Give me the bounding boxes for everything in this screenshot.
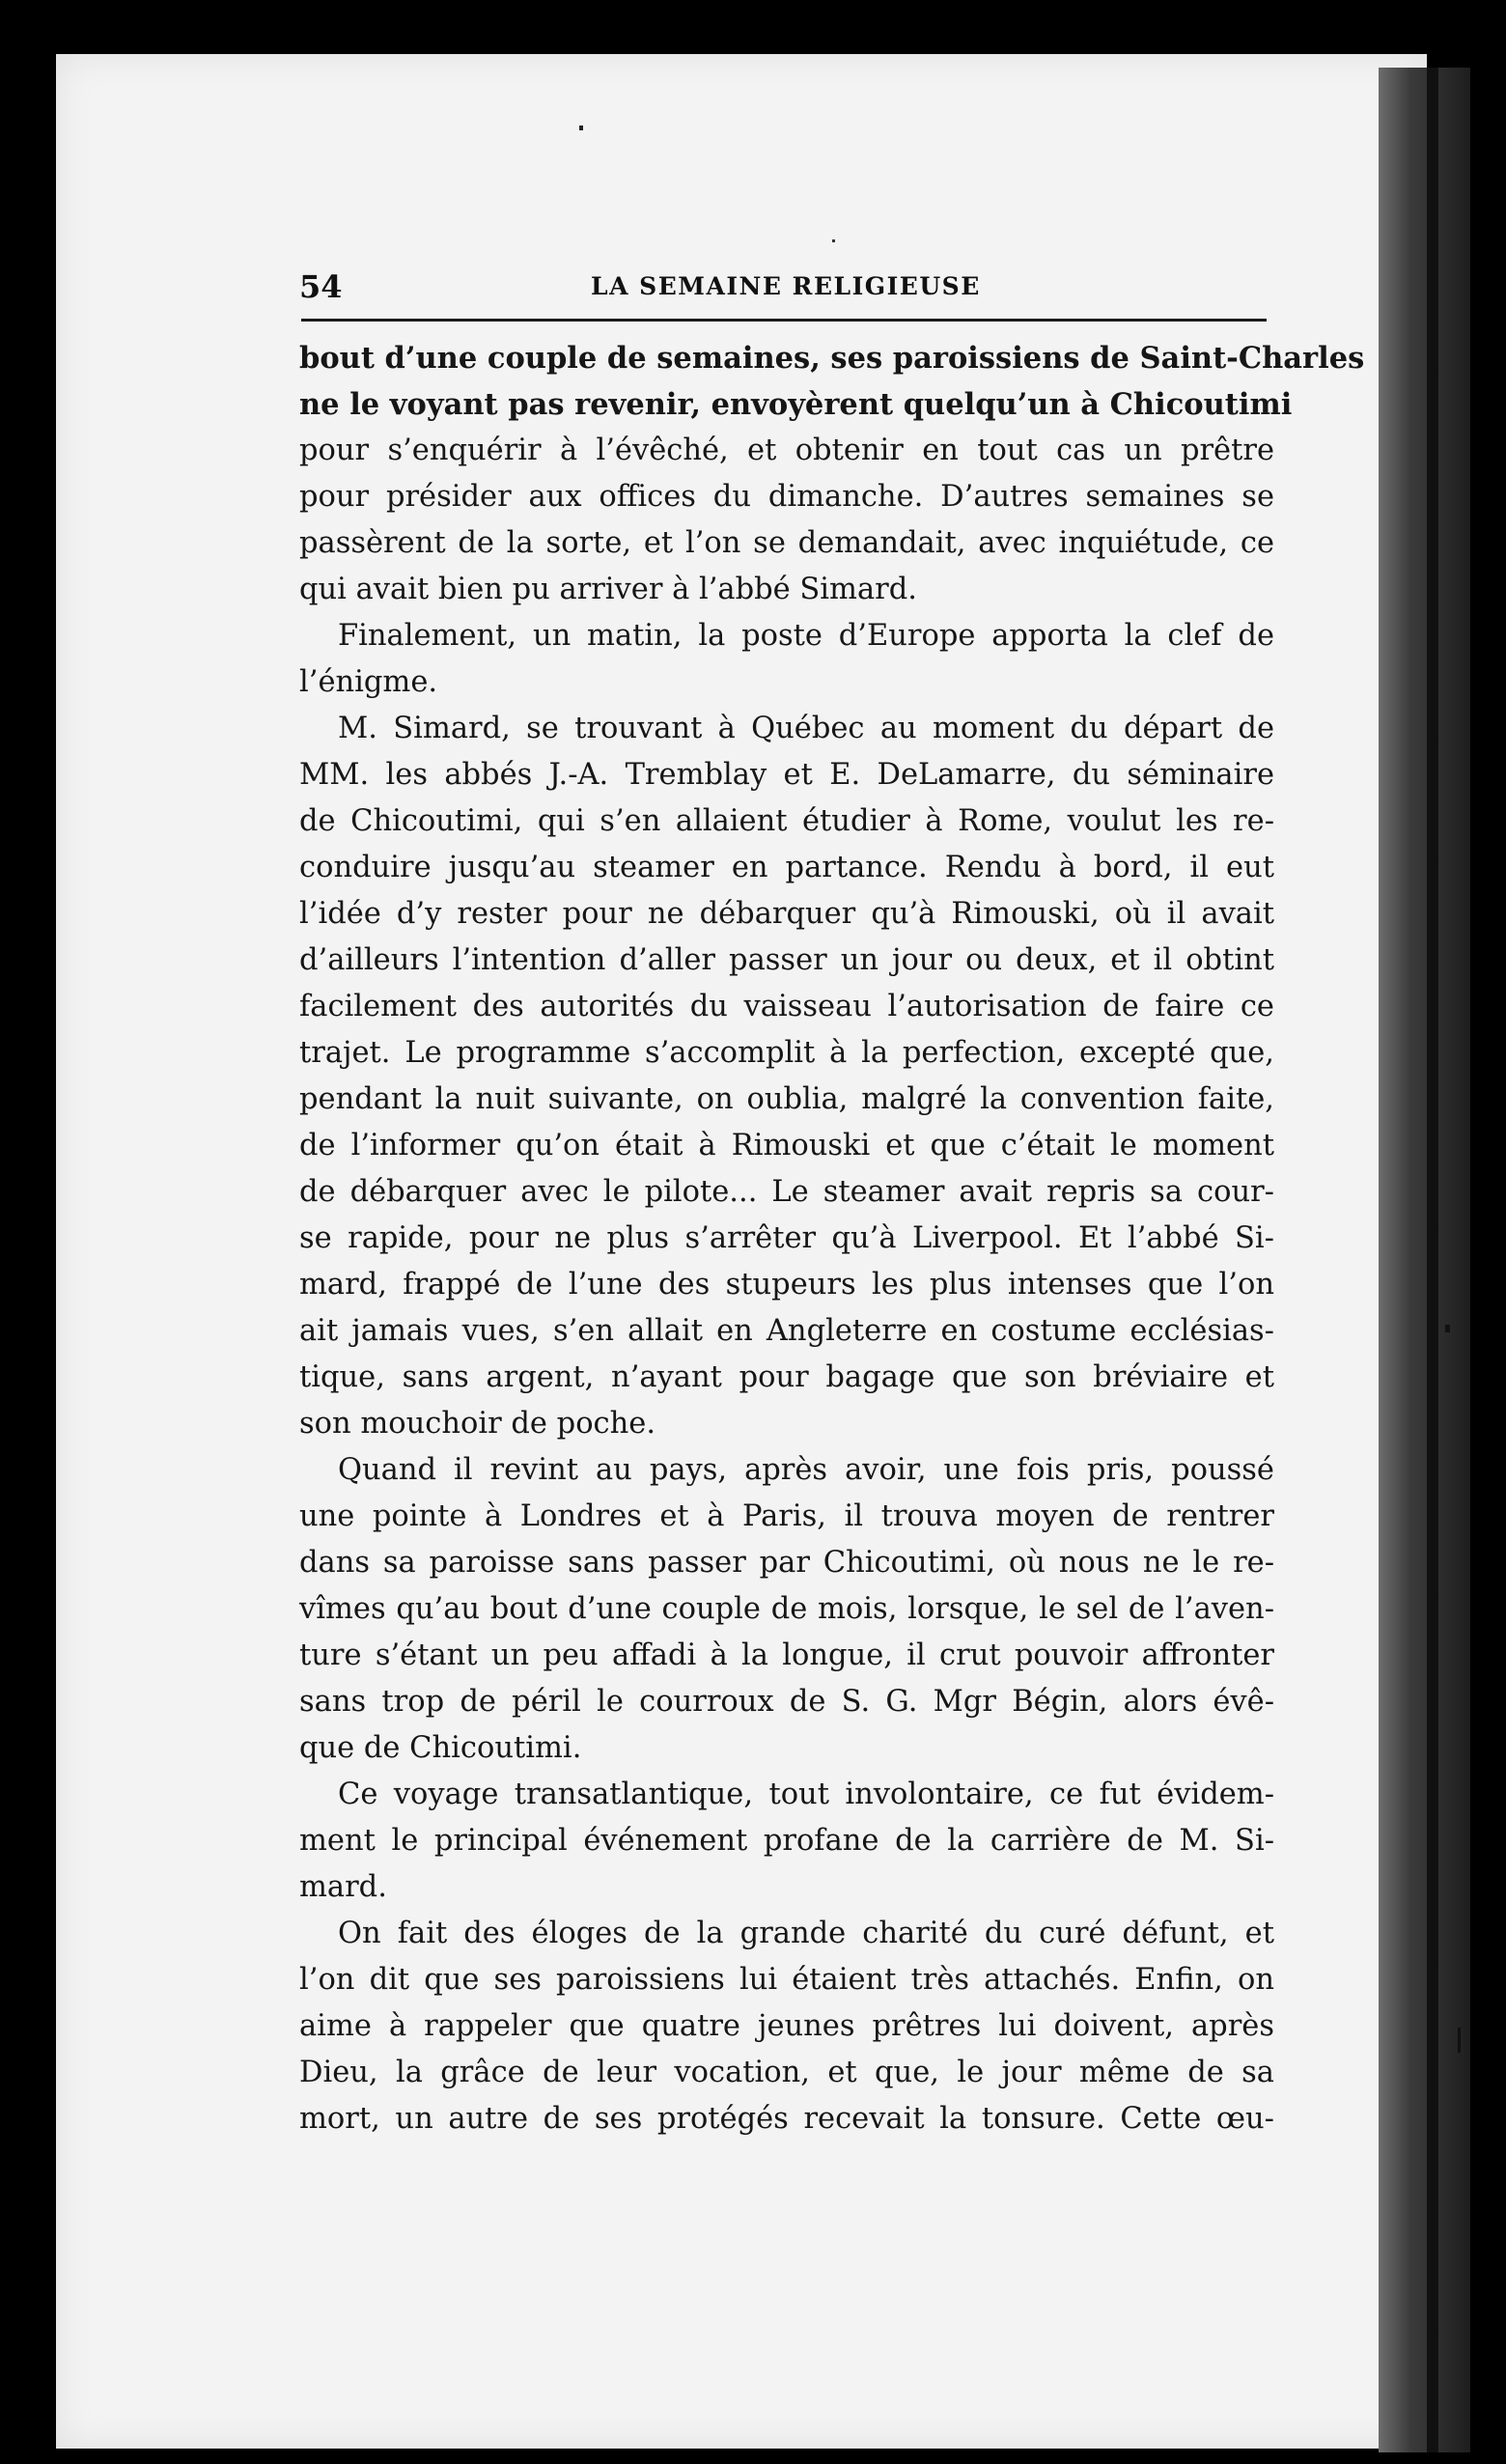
text-line: bout d’une couple de semaines, ses paroissiens de Saint-Charles xyxy=(299,341,1365,376)
text-line: conduire jusqu’au steamer en partance. Rendu à bord, il eut xyxy=(299,851,1274,884)
text-line: pendant la nuit suivante, on oublia, malgré la convention faite, xyxy=(299,1082,1274,1116)
text-line: M. Simard, se trouvant à Québec au moment du départ de xyxy=(338,712,1274,745)
article-body xyxy=(299,335,1365,2142)
scan-speck xyxy=(1458,2028,1461,2053)
text-line: mort, un autre de ses protégés recevait la tonsure. Cette œu- xyxy=(299,2102,1274,2136)
text-line: ment le principal événement profane de la carrière de M. Si- xyxy=(299,1824,1274,1858)
text-line: l’idée d’y rester pour ne débarquer qu’à Rimouski, où il avait xyxy=(299,897,1274,931)
paragraph xyxy=(299,1772,1274,1911)
text-line: de Chicoutimi, qui s’en allaient étudier à Rome, voulut les re- xyxy=(299,804,1274,838)
scan-speck xyxy=(832,239,835,242)
text-line: que de Chicoutimi. xyxy=(299,1731,582,1765)
book-spine-shadow xyxy=(1379,68,1470,2452)
page-number: 54 xyxy=(299,268,343,305)
text-line: une pointe à Londres et à Paris, il trouva moyen de rentrer xyxy=(299,1499,1274,1533)
text-line: se rapide, pour ne plus s’arrêter qu’à Liverpool. Et l’abbé Si- xyxy=(299,1221,1274,1255)
text-line: On fait des éloges de la grande charité du curé défunt, et xyxy=(338,1917,1274,1950)
text-line: Dieu, la grâce de leur vocation, et que, le jour même de sa xyxy=(299,2056,1274,2089)
paragraph xyxy=(299,706,1274,1447)
header-rule xyxy=(301,319,1267,322)
text-line: de débarquer avec le pilote... Le steamer avait repris sa cour- xyxy=(299,1175,1274,1209)
text-line: aime à rappeler que quatre jeunes prêtres lui doivent, après xyxy=(299,2009,1274,2043)
scan-speck xyxy=(1445,1325,1450,1332)
text-line: ait jamais vues, s’en allait en Angleterre en costume ecclésias- xyxy=(299,1314,1274,1348)
text-line: mard, frappé de l’une des stupeurs les plus intenses que l’on xyxy=(299,1268,1274,1302)
text-line: passèrent de la sorte, et l’on se demandait, avec inquiétude, ce xyxy=(299,526,1274,560)
book-spine-edge xyxy=(1427,68,1438,2452)
text-line: Finalement, un matin, la poste d’Europe apporta la clef de xyxy=(338,619,1274,653)
text-line: facilement des autorités du vaisseau l’autorisation de faire ce xyxy=(299,990,1274,1023)
text-line: l’on dit que ses paroissiens lui étaient très attachés. Enfin, on xyxy=(299,1963,1274,1997)
text-line: ne le voyant pas revenir, envoyèrent quelqu’un à Chicoutimi xyxy=(299,387,1293,422)
text-line: pour s’enquérir à l’évêché, et obtenir en tout cas un prêtre xyxy=(299,434,1274,467)
page-header xyxy=(299,261,1265,319)
text-line: tique, sans argent, n’ayant pour bagage que son bréviaire et xyxy=(299,1360,1274,1394)
text-line: dans sa paroisse sans passer par Chicoutimi, où nous ne le re- xyxy=(299,1546,1274,1580)
text-line: trajet. Le programme s’accomplit à la perfection, excepté que, xyxy=(299,1036,1274,1070)
scan-speck xyxy=(579,126,583,130)
text-line: qui avait bien pu arriver à l’abbé Simard. xyxy=(299,573,917,606)
paragraph xyxy=(299,1447,1274,1772)
text-line: d’ailleurs l’intention d’aller passer un jour ou deux, et il obtint xyxy=(299,943,1274,977)
text-line: l’énigme. xyxy=(299,665,438,699)
text-line: Quand il revint au pays, après avoir, une fois pris, poussé xyxy=(338,1453,1274,1487)
text-line: ture s’étant un peu affadi à la longue, il crut pouvoir affronter xyxy=(299,1638,1274,1672)
paragraph xyxy=(299,335,1365,613)
paragraph xyxy=(299,613,1274,706)
text-line: Ce voyage transatlantique, tout involontaire, ce fut évidem- xyxy=(338,1778,1274,1811)
running-head: LA SEMAINE RELIGIEUSE xyxy=(591,272,981,300)
text-line: pour présider aux offices du dimanche. D’autres semaines se xyxy=(299,480,1274,514)
text-line: MM. les abbés J.-A. Tremblay et E. DeLamarre, du séminaire xyxy=(299,758,1274,792)
paragraph xyxy=(299,1911,1274,2142)
text-line: vîmes qu’au bout d’une couple de mois, lorsque, le sel de l’aven- xyxy=(299,1592,1274,1626)
text-line: sans trop de péril le courroux de S. G. Mgr Bégin, alors évê- xyxy=(299,1685,1274,1719)
text-line: mard. xyxy=(299,1870,387,1904)
text-line: son mouchoir de poche. xyxy=(299,1407,656,1441)
text-line: de l’informer qu’on était à Rimouski et que c’était le moment xyxy=(299,1129,1274,1162)
